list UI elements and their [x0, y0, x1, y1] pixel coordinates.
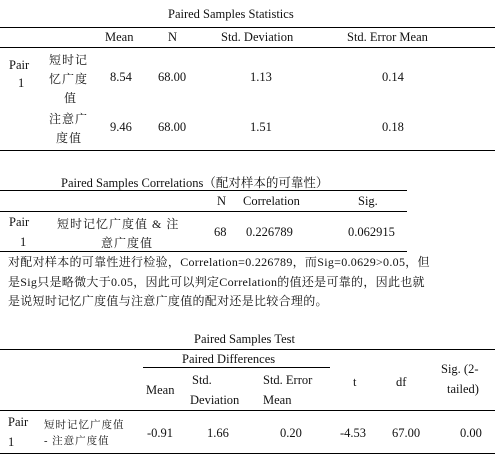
stats-row-1-n: 68.00 — [158, 70, 187, 84]
test-group-header: Paired Differences — [182, 352, 276, 366]
stats-row-2-var-cont: 度值 — [56, 131, 83, 145]
stats-pair-label: Pair — [9, 58, 30, 72]
note-line-3: 是说短时记忆广度值与注意广度值的配对还是比较合理的。 — [8, 294, 328, 308]
test-sig: 0.00 — [460, 426, 482, 440]
test-t: -4.53 — [340, 426, 367, 440]
test-se: 0.20 — [280, 426, 302, 440]
stats-bottom-rule — [0, 150, 495, 151]
test-var-cont: - 注意广度值 — [44, 436, 110, 447]
corr-var-cont: 意广度值 — [101, 236, 154, 250]
test-df: 67.00 — [392, 426, 421, 440]
corr-header-sig: Sig. — [358, 194, 378, 208]
corr-title: Paired Samples Correlations（配对样本的可靠性） — [61, 176, 329, 190]
test-header-se: Std. Error — [263, 373, 313, 387]
test-title: Paired Samples Test — [194, 332, 295, 346]
stats-row-1-sd: 1.13 — [250, 70, 272, 84]
stats-row-1-se: 0.14 — [382, 70, 404, 84]
test-pair-num: 1 — [8, 435, 15, 449]
test-sd: 1.66 — [207, 426, 229, 440]
corr-var: 短时记忆广度值 & 注 — [57, 217, 180, 231]
note-line-1: 对配对样本的可靠性进行检验，Correlation=0.226789，而Sig=0.0629>0.05，但 — [8, 255, 430, 269]
test-top-rule — [0, 349, 495, 350]
test-header-sd-cont: Deviation — [190, 393, 240, 407]
test-header-sd: Std. — [192, 373, 212, 387]
corr-pair-num: 1 — [20, 235, 27, 249]
corr-header-correlation: Correlation — [243, 194, 300, 208]
test-group-rule — [143, 367, 330, 368]
corr-pair-label: Pair — [9, 215, 30, 229]
corr-header-n: N — [217, 194, 227, 208]
stats-row-1-var-end: 值 — [64, 91, 78, 105]
stats-header-rule — [0, 47, 495, 48]
test-header-mean: Mean — [146, 383, 175, 397]
test-header-t: t — [353, 375, 357, 389]
stats-pair-num: 1 — [18, 76, 25, 90]
stats-row-1-var: 短时记 — [49, 53, 89, 67]
corr-header-rule — [0, 211, 407, 212]
test-header-df: df — [396, 375, 407, 389]
stats-header-n: N — [168, 30, 178, 44]
test-pair-label: Pair — [8, 415, 29, 429]
stats-row-1-var-cont: 忆广度 — [49, 72, 89, 86]
test-header-se-cont: Mean — [263, 393, 292, 407]
test-header-rule — [0, 410, 495, 411]
corr-correlation: 0.226789 — [246, 225, 293, 239]
stats-row-1-mean: 8.54 — [110, 70, 132, 84]
test-var: 短时记忆广度值 — [44, 420, 125, 431]
stats-title: Paired Samples Statistics — [168, 7, 294, 21]
stats-top-rule — [0, 27, 495, 28]
stats-row-2-var: 注意广 — [49, 112, 89, 126]
test-bottom-rule — [0, 453, 495, 454]
test-mean: -0.91 — [147, 426, 174, 440]
corr-n: 68 — [214, 225, 227, 239]
corr-top-rule — [0, 190, 407, 191]
stats-row-2-n: 68.00 — [158, 120, 187, 134]
note-line-2: 是Sig只是略微大于0.05，因此可以判定Correlation的值还是可靠的，因此也就 — [8, 275, 425, 289]
stats-header-sd: Std. Deviation — [221, 30, 294, 44]
corr-sig: 0.062915 — [348, 225, 395, 239]
stats-header-se: Std. Error Mean — [347, 30, 428, 44]
stats-row-2-se: 0.18 — [382, 120, 404, 134]
stats-header-mean: Mean — [105, 30, 134, 44]
test-header-sig: Sig. (2- — [441, 362, 479, 376]
stats-row-2-sd: 1.51 — [250, 120, 272, 134]
test-header-sig-cont: tailed) — [447, 382, 479, 396]
stats-row-2-mean: 9.46 — [110, 120, 132, 134]
